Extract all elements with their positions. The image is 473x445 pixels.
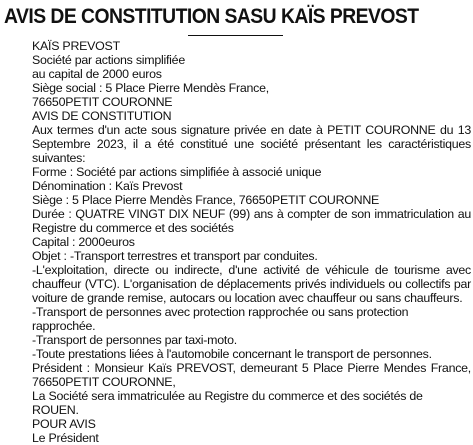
pour-avis: POUR AVIS [32, 417, 96, 431]
duration: Durée : QUATRE VINGT DIX NEUF (99) ans à compter de son immatriculation au Registre du commerce et des sociétés [32, 207, 471, 235]
registered-office-city: 76650PETIT COURONNE [32, 95, 173, 109]
president: Président : Monsieur Kaïs PREVOST, demeurant 5 Place Pierre Mendes France, 76650PETIT COURONNE, [32, 361, 471, 389]
company-capital: au capital de 2000 euros [32, 67, 162, 81]
notice-body [2, 39, 471, 445]
constitution-statement: Aux termes d'un acte sous signature privée en date à PETIT COURONNE du 13 Septembre 2023, il a été constitué une société présentant les caractéristiques suivantes: [32, 123, 471, 165]
object-automobile-services: -Toute prestations liées à l'automobile concernant le transport de personnes. [32, 347, 432, 361]
notice-heading: AVIS DE CONSTITUTION [32, 109, 172, 123]
notice-title: AVIS DE CONSTITUTION SASU KAÏS PREVOST [4, 4, 419, 28]
capital: Capital : 2000euros [32, 235, 135, 249]
object-close-protection: -Transport de personnes avec protection rapprochée ou sans protection rapprochée. [32, 305, 409, 333]
object: Objet : -Transport terrestres et transport par conduites. [32, 249, 318, 263]
object-vtc: -L'exploitation, directe ou indirecte, d'une activité de véhicule de tourisme avec chauffeur (VTC). L'organisation de déplacements privés individuels ou collectifs par voiture de grande remise, autocars ou location avec chauffeur ou sans chauffeurs. [32, 263, 471, 305]
head-office: Siège : 5 Place Pierre Mendès France, 76650PETIT COURONNE [32, 193, 380, 207]
object-taxi-moto: -Transport de personnes par taxi-moto. [32, 333, 237, 347]
registered-office: Siège social : 5 Place Pierre Mendès France, [32, 81, 269, 95]
title-divider [188, 35, 283, 36]
company-name: KAÏS PREVOST [32, 39, 120, 53]
signatory: Le Président [32, 431, 99, 445]
legal-form: Forme : Société par actions simplifiée à associé unique [32, 165, 322, 179]
registration-notice: La Société sera immatriculée au Registre du commerce et des sociétés de ROUEN. [32, 389, 423, 417]
company-form: Société par actions simplifiée [32, 53, 185, 67]
denomination: Dénomination : Kaïs Prevost [32, 179, 183, 193]
